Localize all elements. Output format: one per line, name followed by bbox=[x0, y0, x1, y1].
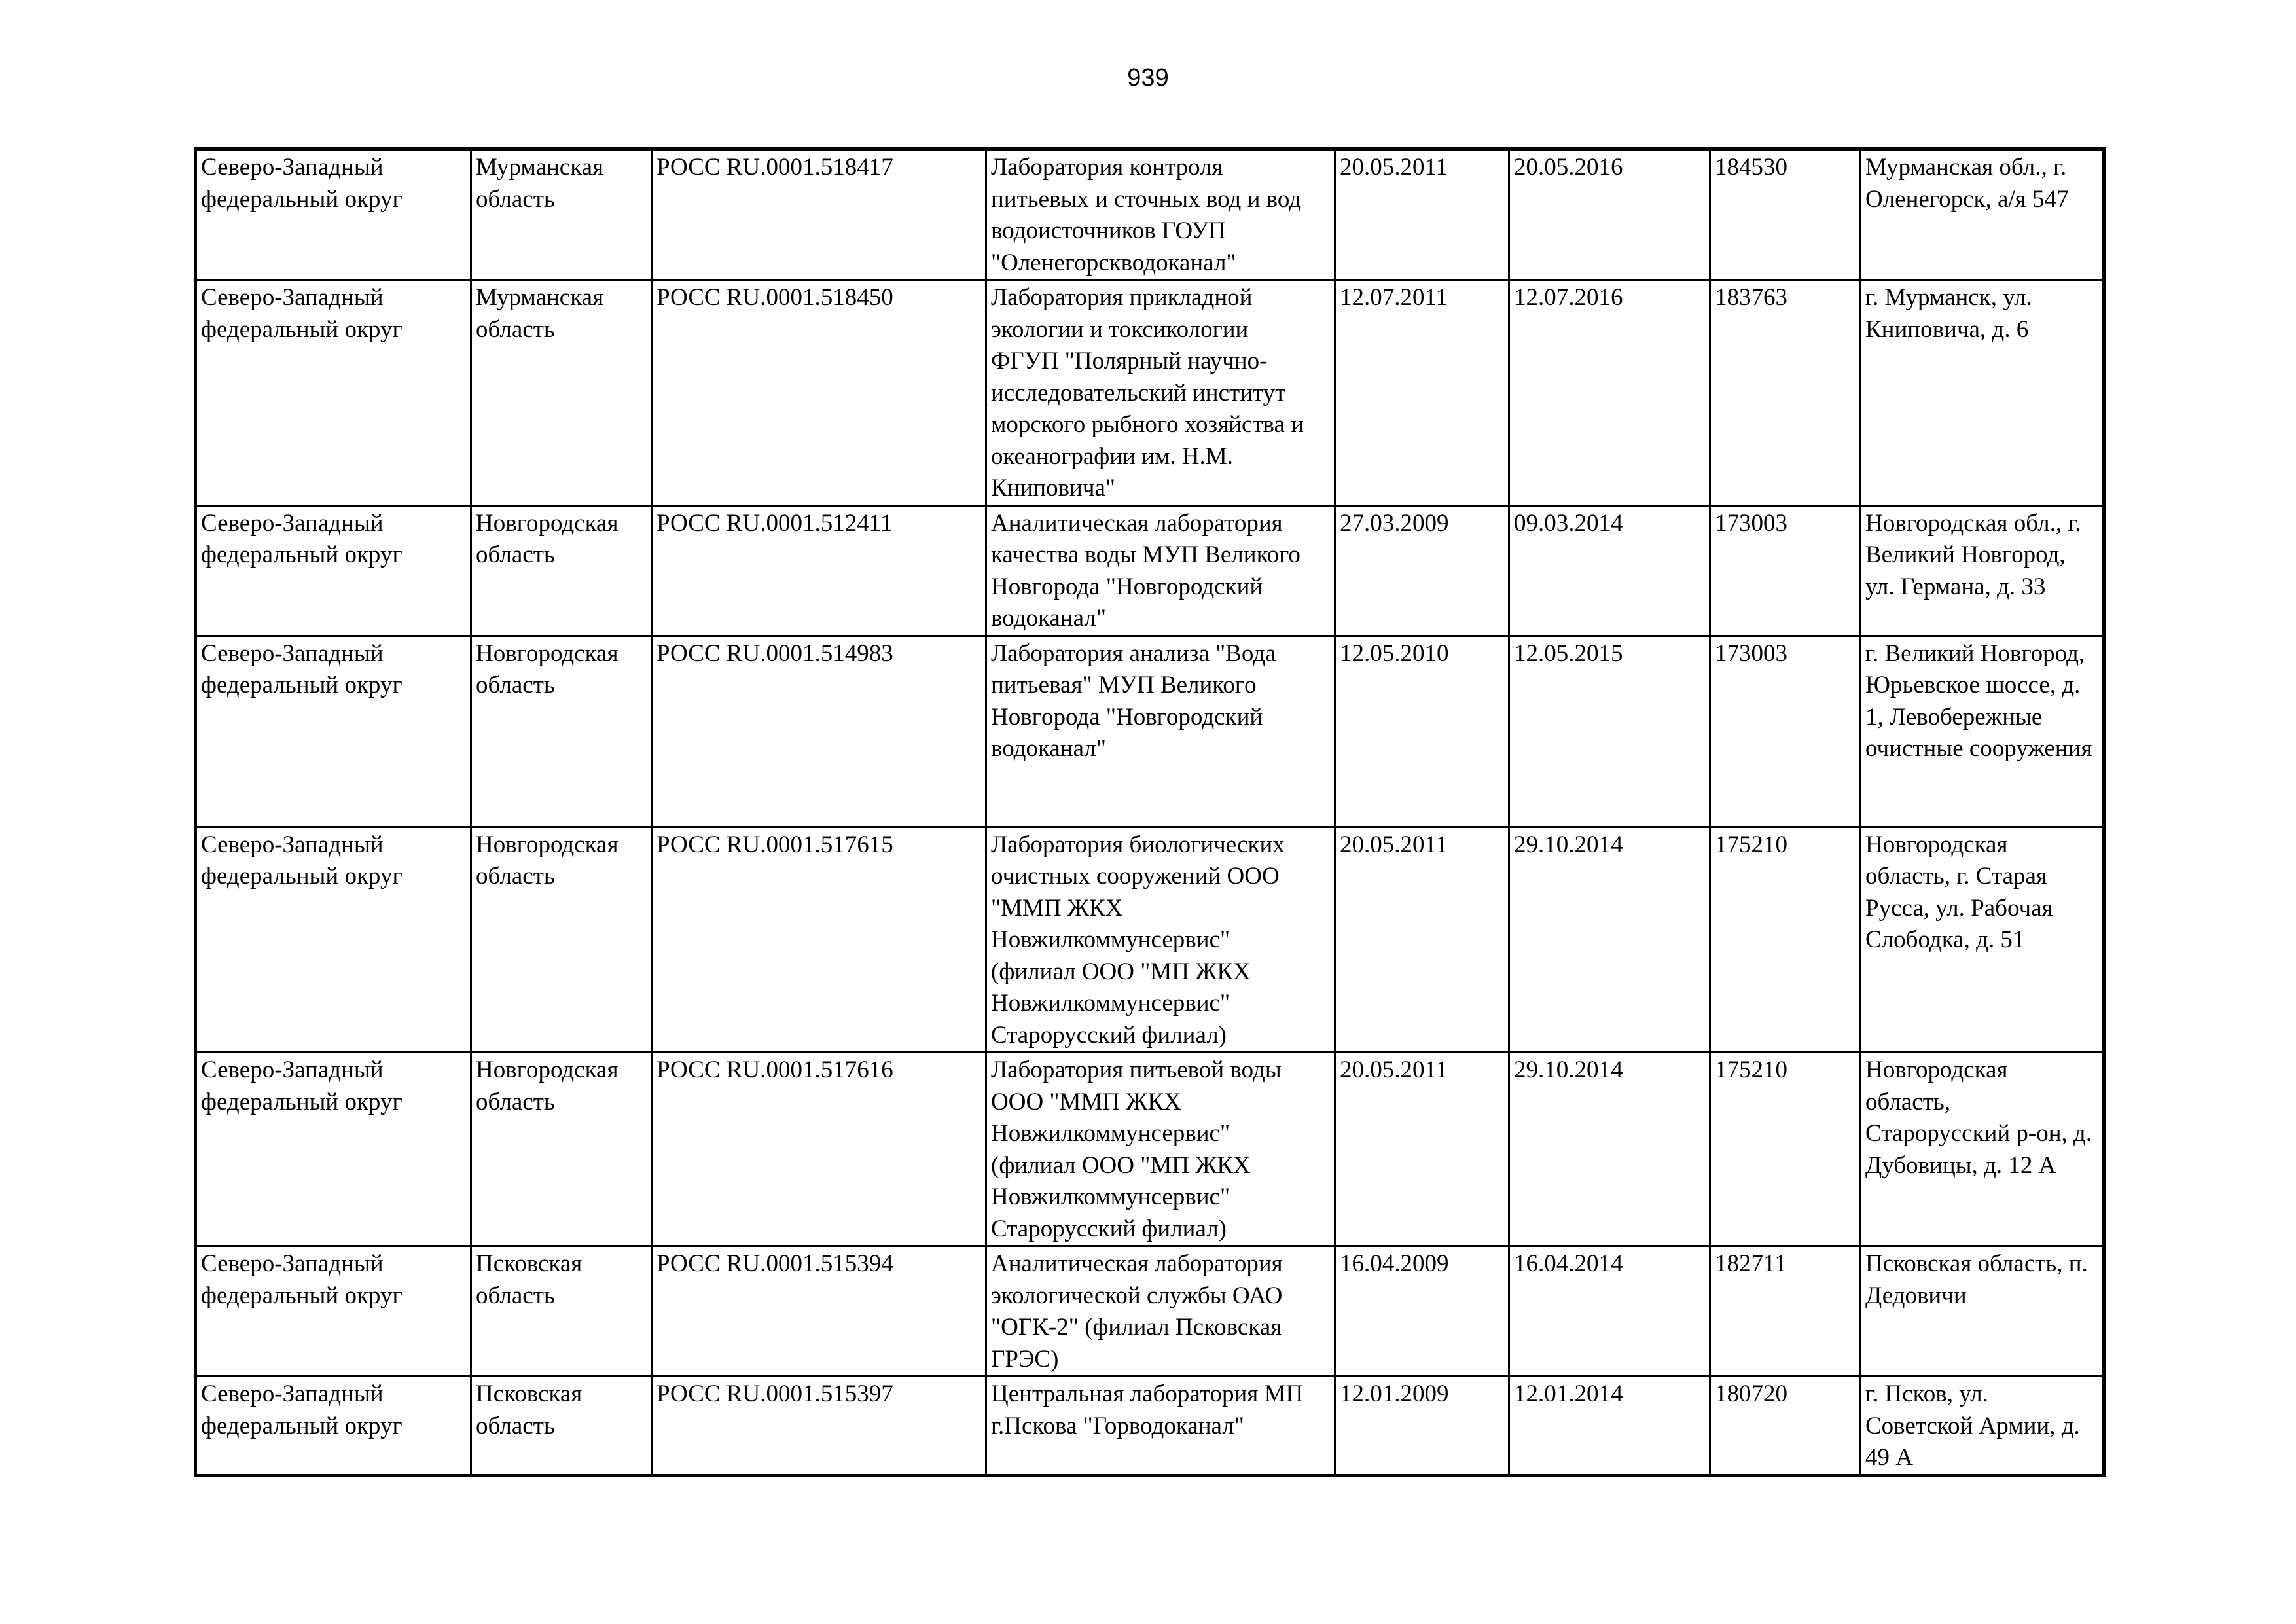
date-to-cell: 09.03.2014 bbox=[1509, 505, 1710, 636]
address-cell: г. Мурманск, ул. Книповича, д. 6 bbox=[1861, 280, 2104, 506]
table-row bbox=[196, 280, 2104, 506]
postal-index-cell: 184530 bbox=[1710, 149, 1861, 280]
date-to-cell: 12.07.2016 bbox=[1509, 280, 1710, 506]
table-row bbox=[196, 505, 2104, 636]
date-from-cell: 16.04.2009 bbox=[1335, 1246, 1509, 1377]
date-to-cell: 16.04.2014 bbox=[1509, 1246, 1710, 1377]
date-from-cell: 12.07.2011 bbox=[1335, 280, 1509, 506]
certificate-cell: РОСС RU.0001.518417 bbox=[652, 149, 986, 280]
region-cell: Новгородская область bbox=[471, 505, 652, 636]
certificate-cell: РОСС RU.0001.515394 bbox=[652, 1246, 986, 1377]
laboratory-cell: Центральная лаборатория МП г.Пскова "Горводоканал" bbox=[986, 1377, 1335, 1476]
laboratory-cell: Аналитическая лаборатория экологической службы ОАО "ОГК-2" (филиал Псковская ГРЭС) bbox=[986, 1246, 1335, 1377]
date-from-cell: 20.05.2011 bbox=[1335, 827, 1509, 1053]
address-cell: Псковская область, п. Дедовичи bbox=[1861, 1246, 2104, 1377]
laboratory-cell: Лаборатория прикладной экологии и токсикологии ФГУП "Полярный научно- исследовательский институт морского рыбного хозяйства и океанографии им. Н.М. Книповича" bbox=[986, 280, 1335, 506]
date-to-cell: 20.05.2016 bbox=[1509, 149, 1710, 280]
region-cell: Новгородская область bbox=[471, 1053, 652, 1246]
certificate-cell: РОСС RU.0001.517615 bbox=[652, 827, 986, 1053]
table-row bbox=[196, 1246, 2104, 1377]
postal-index-cell: 173003 bbox=[1710, 636, 1861, 827]
address-cell: г. Великий Новгород, Юрьевское шоссе, д. 1, Левобережные очистные сооружения bbox=[1861, 636, 2104, 827]
district-cell: Северо-Западный федеральный округ bbox=[196, 827, 471, 1053]
certificate-cell: РОСС RU.0001.515397 bbox=[652, 1377, 986, 1476]
date-from-cell: 12.05.2010 bbox=[1335, 636, 1509, 827]
laboratory-cell: Лаборатория биологических очистных сооружений ООО "ММП ЖКХ Новжилкоммунсервис" (филиал ООО "МП ЖКХ Новжилкоммунсервис" Старорусский филиал) bbox=[986, 827, 1335, 1053]
postal-index-cell: 175210 bbox=[1710, 827, 1861, 1053]
district-cell: Северо-Западный федеральный округ bbox=[196, 149, 471, 280]
certificate-cell: РОСС RU.0001.514983 bbox=[652, 636, 986, 827]
region-cell: Псковская область bbox=[471, 1246, 652, 1377]
address-cell: Мурманская обл., г. Оленегорск, а/я 547 bbox=[1861, 149, 2104, 280]
certificate-cell: РОСС RU.0001.517616 bbox=[652, 1053, 986, 1246]
district-cell: Северо-Западный федеральный округ bbox=[196, 1246, 471, 1377]
district-cell: Северо-Западный федеральный округ bbox=[196, 1053, 471, 1246]
region-cell: Новгородская область bbox=[471, 827, 652, 1053]
region-cell: Мурманская область bbox=[471, 280, 652, 506]
table-row bbox=[196, 1377, 2104, 1476]
district-cell: Северо-Западный федеральный округ bbox=[196, 505, 471, 636]
laboratory-cell: Лаборатория контроля питьевых и сточных вод и вод водоисточников ГОУП "Оленегорскводоканал" bbox=[986, 149, 1335, 280]
region-cell: Новгородская область bbox=[471, 636, 652, 827]
region-cell: Мурманская область bbox=[471, 149, 652, 280]
region-cell: Псковская область bbox=[471, 1377, 652, 1476]
certificate-cell: РОСС RU.0001.512411 bbox=[652, 505, 986, 636]
district-cell: Северо-Западный федеральный округ bbox=[196, 636, 471, 827]
certificate-cell: РОСС RU.0001.518450 bbox=[652, 280, 986, 506]
district-cell: Северо-Западный федеральный округ bbox=[196, 1377, 471, 1476]
date-to-cell: 29.10.2014 bbox=[1509, 827, 1710, 1053]
laboratory-cell: Лаборатория питьевой воды ООО "ММП ЖКХ Новжилкоммунсервис" (филиал ООО "МП ЖКХ Новжилкоммунсервис" Старорусский филиал) bbox=[986, 1053, 1335, 1246]
postal-index-cell: 182711 bbox=[1710, 1246, 1861, 1377]
address-cell: Новгородская область, г. Старая Русса, ул. Рабочая Слободка, д. 51 bbox=[1861, 827, 2104, 1053]
postal-index-cell: 180720 bbox=[1710, 1377, 1861, 1476]
date-to-cell: 12.05.2015 bbox=[1509, 636, 1710, 827]
date-from-cell: 20.05.2011 bbox=[1335, 149, 1509, 280]
date-to-cell: 12.01.2014 bbox=[1509, 1377, 1710, 1476]
address-cell: Новгородская область, Старорусский р-он, д. Дубовицы, д. 12 А bbox=[1861, 1053, 2104, 1246]
laboratory-cell: Лаборатория анализа "Вода питьевая" МУП Великого Новгорода "Новгородский водоканал" bbox=[986, 636, 1335, 827]
table-row bbox=[196, 149, 2104, 280]
address-cell: Новгородская обл., г. Великий Новгород, ул. Германа, д. 33 bbox=[1861, 505, 2104, 636]
table-row bbox=[196, 636, 2104, 827]
page-number: 939 bbox=[1127, 64, 1169, 92]
district-cell: Северо-Западный федеральный округ bbox=[196, 280, 471, 506]
date-to-cell: 29.10.2014 bbox=[1509, 1053, 1710, 1246]
table-row bbox=[196, 1053, 2104, 1246]
address-cell: г. Псков, ул. Советской Армии, д. 49 А bbox=[1861, 1377, 2104, 1476]
laboratory-cell: Аналитическая лаборатория качества воды МУП Великого Новгорода "Новгородский водоканал" bbox=[986, 505, 1335, 636]
postal-index-cell: 173003 bbox=[1710, 505, 1861, 636]
laboratory-registry-table bbox=[194, 147, 2106, 1477]
table-row bbox=[196, 827, 2104, 1053]
postal-index-cell: 183763 bbox=[1710, 280, 1861, 506]
postal-index-cell: 175210 bbox=[1710, 1053, 1861, 1246]
date-from-cell: 20.05.2011 bbox=[1335, 1053, 1509, 1246]
date-from-cell: 27.03.2009 bbox=[1335, 505, 1509, 636]
date-from-cell: 12.01.2009 bbox=[1335, 1377, 1509, 1476]
